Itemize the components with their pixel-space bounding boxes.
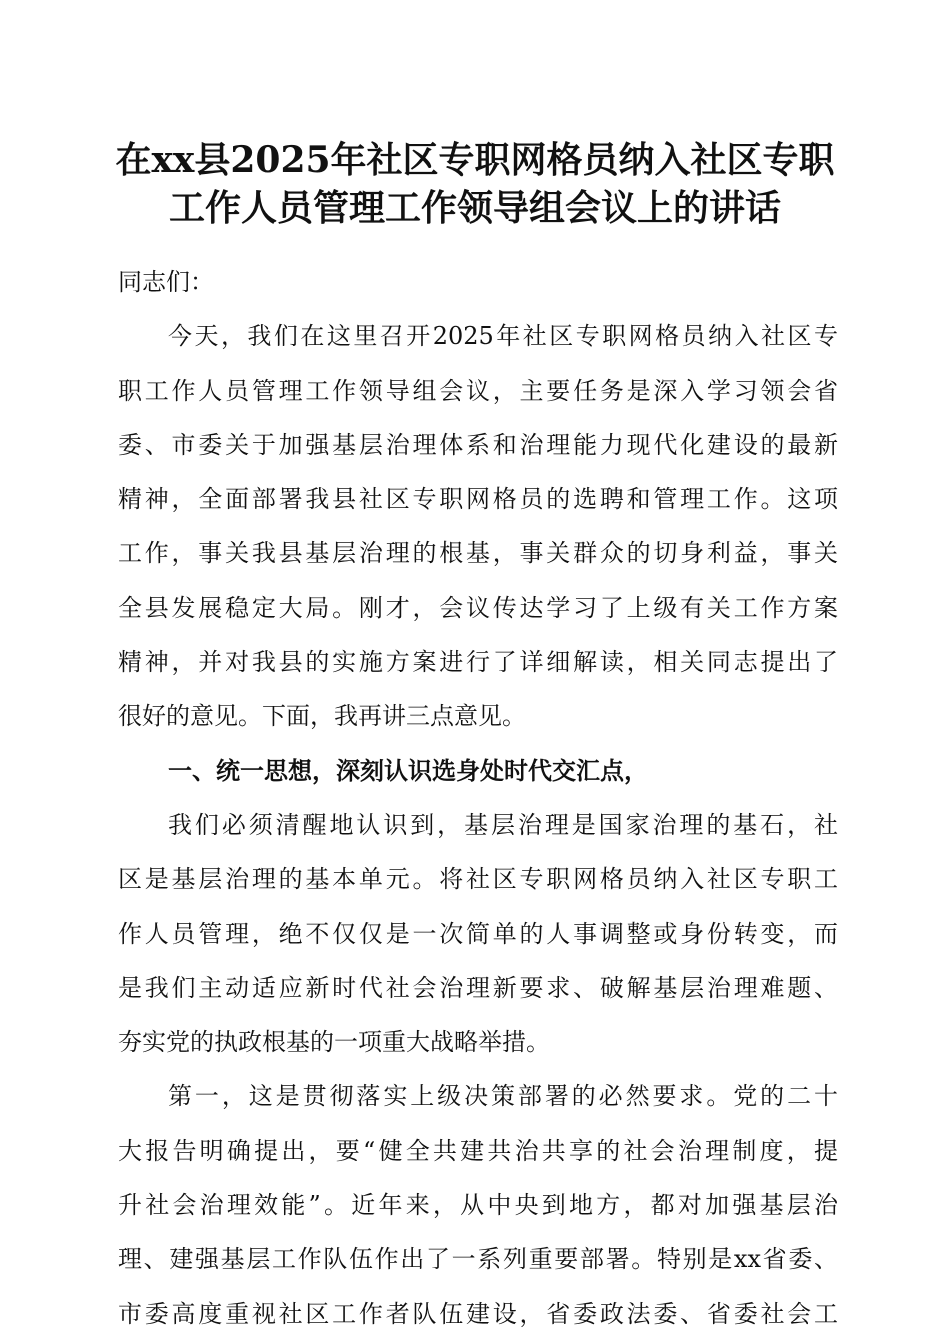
paragraph-2-line: 是我们主动适应新时代社会治理新要求、破解基层治理难题、 [118,973,838,1002]
paragraph-3-line: 升社会治理效能”。近年来，从中央到地方，都对加强基层治 [118,1191,838,1220]
paragraph-1-line: 职工作人员管理工作领导组会议，主要任务是深入学习领会省 [118,376,838,405]
paragraph-1-line: 精神，并对我县的实施方案进行了详细解读，相关同志提出了 [118,648,838,677]
paragraph-1-line: 很好的意见。下面，我再讲三点意见。 [118,702,526,731]
paragraph-2-line: 作人员管理，绝不仅仅是一次简单的人事调整或身份转变，而 [118,919,838,948]
paragraph-3-line: 理、建强基层工作队伍作出了一系列重要部署。特别是xx省委、 [118,1245,838,1274]
paragraph-1-line: 精神，全面部署我县社区专职网格员的选聘和管理工作。这项 [118,485,838,514]
paragraph-2-line: 夯实党的执政根基的一项重大战略举措。 [118,1028,550,1057]
section-heading-1: 一、统一思想，深刻认识选身处时代交汇点， [168,756,648,785]
document-title-line-1: 在xx县2025年社区专职网格员纳入社区专职 [115,139,835,181]
paragraph-3-line: 市委高度重视社区工作者队伍建设，省委政法委、省委社会工 [118,1299,838,1328]
salutation: 同志们： [118,268,214,296]
document-title-line-2: 工作人员管理工作领导组会议上的讲话 [168,187,781,229]
paragraph-3-line: 大报告明确提出，要“健全共建共治共享的社会治理制度，提 [118,1136,838,1165]
document-body [118,255,838,1341]
paragraph-3-line: 第一，这是贯彻落实上级决策部署的必然要求。党的二十 [168,1082,838,1111]
paragraph-2-line: 区是基层治理的基本单元。将社区专职网格员纳入社区专职工 [118,865,838,894]
paragraph-1-line: 全县发展稳定大局。刚才，会议传达学习了上级有关工作方案 [118,593,838,622]
paragraph-1-line: 工作，事关我县基层治理的根基，事关群众的切身利益，事关 [118,539,838,568]
paragraph-1-line: 委、市委关于加强基层治理体系和治理能力现代化建设的最新 [118,430,838,459]
paragraph-2-line: 我们必须清醒地认识到，基层治理是国家治理的基石，社 [168,810,838,839]
paragraph-1-line: 今天，我们在这里召开2025年社区专职网格员纳入社区专 [168,322,838,351]
